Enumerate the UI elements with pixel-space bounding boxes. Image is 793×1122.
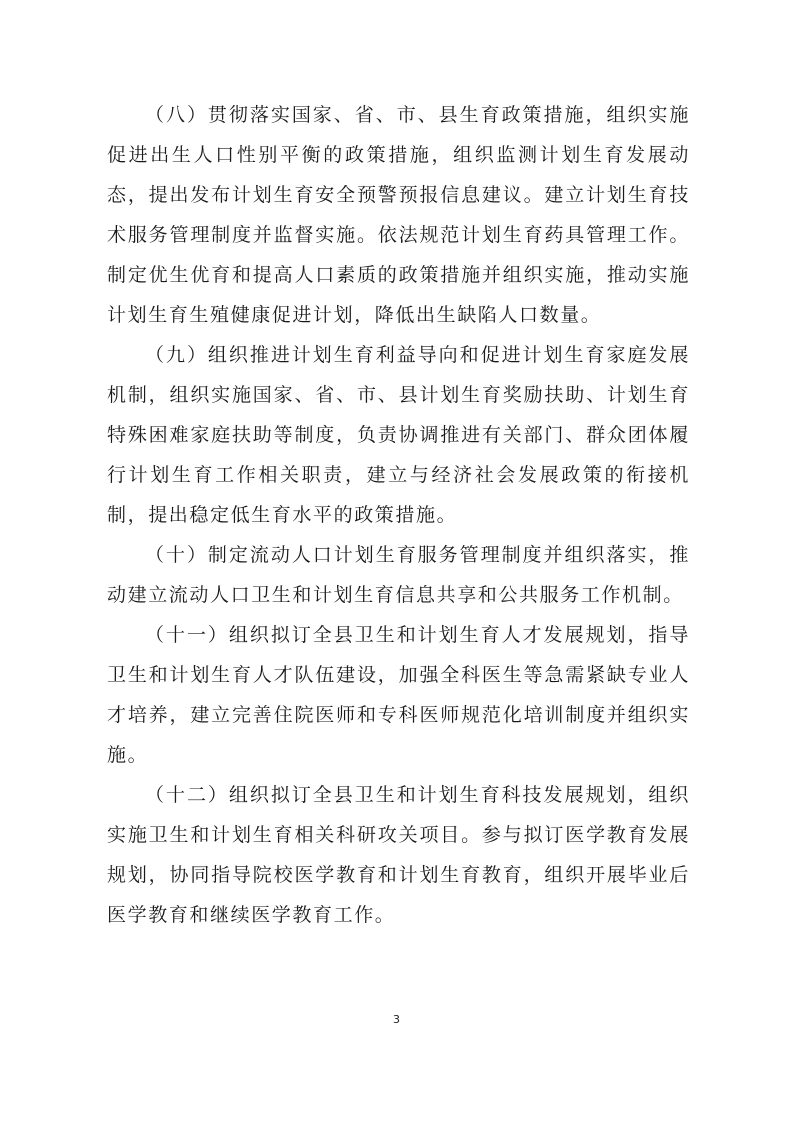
- document-body: [107, 95, 690, 935]
- paragraph-item-10: （十）制定流动人口计划生育服务管理制度并组织落实，推动建立流动人口卫生和计划生育信息共享和公共服务工作机制。: [107, 544, 690, 606]
- page-number: 3: [393, 1013, 400, 1026]
- paragraph-item-11: （十一）组织拟订全县卫生和计划生育人才发展规划，指导卫生和计划生育人才队伍建设，加强全科医生等急需紧缺专业人才培养，建立完善住院医师和专科医师规范化培训制度并组织实施。: [107, 624, 690, 766]
- paragraph-item-8: （八）贯彻落实国家、省、市、县生育政策措施，组织实施促进出生人口性别平衡的政策措施，组织监测计划生育发展动态，提出发布计划生育安全预警预报信息建议。建立计划生育技术服务管理制度并监督实施。依法规范计划生育药具管理工作。制定优生优育和提高人口素质的政策措施并组织实施，推动实施计划生育生殖健康促进计划，降低出生缺陷人口数量。: [107, 104, 690, 326]
- paragraph-item-9: （九）组织推进计划生育利益导向和促进计划生育家庭发展机制，组织实施国家、省、市、县计划生育奖励扶助、计划生育特殊困难家庭扶助等制度，负责协调推进有关部门、群众团体履行计划生育工作相关职责，建立与经济社会发展政策的衔接机制，提出稳定低生育水平的政策措施。: [107, 344, 690, 526]
- paragraph-item-12: （十二）组织拟订全县卫生和计划生育科技发展规划，组织实施卫生和计划生育相关科研攻关项目。参与拟订医学教育发展规划，协同指导院校医学教育和计划生育教育，组织开展毕业后医学教育和继续医学教育工作。: [107, 784, 690, 926]
